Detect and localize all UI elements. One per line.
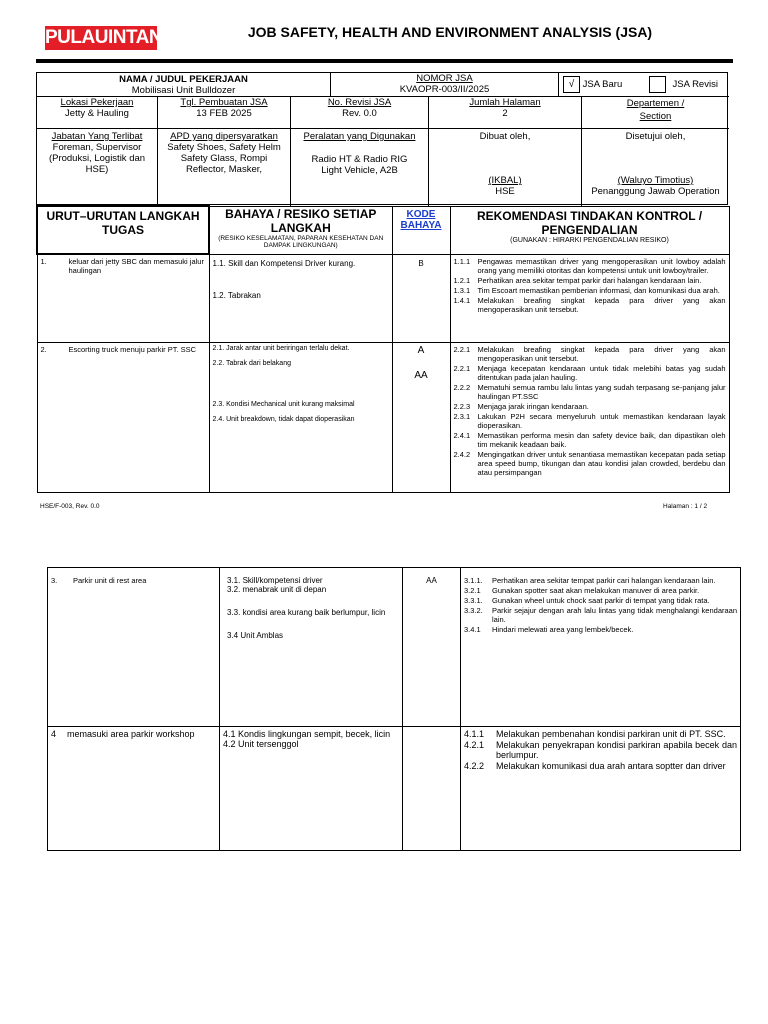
table-row: 4 memasuki area parkir workshop 4.1 Kondis lingkungan sempit, becek, licin 4.2 Unit tersenggol 4.1.1 Melakukan pembenahan kondisi parkiran unit di PT. SSC. 4.2.1 Melakukan penyekrapan kondisi parkiran apabila becek dan berlumpur. 4.2.2 Melakukan komunikasi dua arah antara soptter dan driver <box>48 727 741 851</box>
jsa-new-checkbox[interactable]: √ <box>563 76 580 93</box>
recommendation-item: 2.2.3 Menjaga jarak iringan kendaraan. <box>453 401 589 411</box>
location-value: Jetty & Hauling <box>65 108 129 119</box>
table-row: 2. Escorting truck menuju parkir PT. SSC 2.1. Jarak antar unit beriringan terlalu dekat. 2.2. Tabrak dari belakang 2.3. Kondisi Mechanical unit kurang maksimal 2.4. Unit breakdown, tidak dapat dioperasikan A AA 2.2.1 Melakukan breafing singkat kepada para driver yang akan mengoperasikan unit tersebut. 2.2.1 Menjaga kecepatan kendaraan untuk tidak melebihi batas yag sudah ditentukan pada jalan hauling. 2.2.2 Mematuhi semua rambu lalu lintas yang sudah terpasang se-panjang jalur haulingan PT.SSC 2.2.3 Menjaga jarak iringan kendaraan. 2.3.1 Lakukan P2H secara menyeluruh untuk memastikan kendaraan layak dioperasikan. 2.4.1 Memastikan performa mesin dan safety device baik, dan dipastikan oleh tim mekanik keadaan baik. 2.4.2 Mengingatkan driver untuk senantiasa memastikan kecepatan pada setiap area speed bump, tikungan dan atau kondisi jalan crowded, berdebu dan atau persimpangan <box>37 342 729 492</box>
recommendation-item: 2.3.1 Lakukan P2H secara menyeluruh untuk memastikan kendaraan layak dioperasikan. <box>453 411 726 430</box>
recommendation-item: 1.4.1 Melakukan breafing singkat kepada para driver yang akan mengoperasikan unit tersebut. <box>453 295 726 314</box>
jsa-number-value: KVAOPR-003/II/2025 <box>399 84 490 95</box>
hazard-item: 1.1. Skill dan Kompetensi Driver kurang. <box>212 258 356 268</box>
recommendation-item: 3.2.1 Gunakan spotter saat akan melakukan manuver di area parkir. <box>464 586 700 595</box>
hazard-item: 2.2. Tabrak dari belakang <box>212 359 291 367</box>
approved-by-label: Disetujui oleh, <box>625 131 686 142</box>
jsa-new-label: JSA Baru <box>582 79 623 91</box>
page-number: Halaman : 1 / 2 <box>663 503 708 510</box>
title-divider <box>36 59 733 63</box>
recommendation-item: 4.2.2 Melakukan komunikasi dua arah antara soptter dan driver <box>464 761 726 771</box>
hazard-item: 4.1 Kondis lingkungan sempit, becek, licin <box>223 729 391 739</box>
department-label: Departemen / Section <box>626 98 685 122</box>
job-title-label: NAMA / JUDUL PEKERJAAN <box>119 74 248 85</box>
recommendation-item: 2.2.1 Melakukan breafing singkat kepada para driver yang akan mengoperasikan unit tersebut. <box>453 344 726 363</box>
involved-positions-label: Jabatan Yang Terlibat <box>51 131 143 142</box>
table-row: 3. Parkir unit di rest area 3.1. Skill/kompetensi driver 3.2. menabrak unit di depan 3.3. kondisi area kurang baik berlumpur, licin 3.4 Unit Amblas AA 3.1.1. Perhatikan area sekitar tempat parkir cari halangan kendaraan lain. 3.2.1 Gunakan spotter saat akan melakukan manuver di area parkir. 3.3.1. Gunakan wheel untuk chock saat parkir di tempat yang tidak rata. 3.3.2. Parkir sejajur dengan arah lalu lintas yang tidak menghalangi kendaraan lain. 3.4.1 Hindari melewati area yang lembek/becek. <box>48 568 741 727</box>
recommendation-item: 2.2.1 Menjaga kecepatan kendaraan untuk tidak melebihi batas yag sudah ditentukan pada jalan hauling. <box>453 363 726 382</box>
creation-date-value: 13 FEB 2025 <box>196 108 252 119</box>
prepared-by-role: HSE <box>495 186 515 197</box>
prepared-by-name: (IKBAL) <box>488 175 522 186</box>
creation-date-label: Tgl. Pembuatan JSA <box>180 97 268 108</box>
recommendation-item: 2.4.1 Memastikan performa mesin dan safety device baik, dan dipastikan oleh tim mekanik keadaan baik. <box>453 430 726 449</box>
involved-positions-value: Foreman, Supervisor (Produksi, Logistik dan HSE) <box>48 142 146 175</box>
recommendation-header: REKOMENDASI TINDAKAN KONTROL / PENGENDALIAN (GUNAKAN : HIRARKI PENGENDALIAN RESIKO) <box>450 206 729 254</box>
prepared-by-label: Dibuat oleh, <box>479 131 531 142</box>
hazard-item: 3.1. Skill/kompetensi driver <box>227 576 323 585</box>
hazard-item: 3.2. menabrak unit di depan <box>227 585 327 594</box>
job-title-value: Mobilisasi Unit Bulldozer <box>131 85 236 96</box>
hazard-code: B <box>418 258 424 268</box>
recommendation-item: 2.4.2 Mengingatkan driver untuk senantiasa memastikan kecepatan pada setiap area speed bump, tikungan dan atau kondisi jalan crowded, berdebu dan atau persimpangan <box>453 449 726 477</box>
hazard-code-header: KODE BAHAYA <box>392 206 450 254</box>
jsa-revision-checkbox[interactable] <box>649 76 666 93</box>
hazard-item: 3.4 Unit Amblas <box>227 631 284 640</box>
recommendation-item: 3.3.2. Parkir sejajur dengan arah lalu lintas yang tidak menghalangi kendaraan lain. <box>464 606 737 624</box>
revision-value: Rev. 0.0 <box>342 108 377 119</box>
page-count-label: Jumlah Halaman <box>469 97 541 108</box>
recommendation-item: 4.1.1 Melakukan pembenahan kondisi parkiran unit di PT. SSC. <box>464 729 726 739</box>
jsa-info-table <box>36 72 728 205</box>
hazard-item: 4.2 Unit tersenggol <box>223 739 299 749</box>
hazard-item: 2.1. Jarak antar unit beriringan terlalu dekat. <box>212 344 350 352</box>
location-label: Lokasi Pekerjaan <box>60 97 134 108</box>
hazard-item: 3.3. kondisi area kurang baik berlumpur, licin <box>227 608 386 617</box>
hazard-item: 2.3. Kondisi Mechanical unit kurang maksimal <box>212 400 355 408</box>
steps-header: URUT–URUTAN LANGKAH TUGAS <box>37 206 209 254</box>
approved-by-role: Penanggung Jawab Operation <box>591 186 720 197</box>
hazard-code: AA <box>426 576 437 585</box>
table-row: 1. keluar dari jetty SBC dan memasuki jalur haulingan 1.1. Skill dan Kompetensi Driver kurang. 1.2. Tabrakan B 1.1.1 Pengawas memastikan driver yang mengoperasikan unit lowboy adalah orang yang memiliki otoritas dan kompetensi untuk unit lowboy/trailer. 1.2.1 Perhatikan area sekitar tempat parkir dari halangan kendaraan lain. 1.3.1 Tim Escoart memastikan pemberian informasi, dan komunikasi dua arah. 1.4.1 Melakukan breafing singkat kepada para driver yang akan mengoperasikan unit tersebut. <box>37 254 729 342</box>
recommendation-item: 2.2.2 Mematuhi semua rambu lalu lintas yang sudah terpasang se-panjang jalur haulingan PT.SSC <box>453 382 726 401</box>
approved-by-name: (Waluyo Timotius) <box>617 175 694 186</box>
ppe-value: Safety Shoes, Safety Helm Safety Glass, Rompi Reflector, Masker, <box>167 142 281 175</box>
hazard-item: 1.2. Tabrakan <box>212 290 261 300</box>
hazard-code: A <box>417 344 425 356</box>
hazard-header: BAHAYA / RESIKO SETIAP LANGKAH (RESIKO KESELAMATAN, PAPARAN KESEHATAN DAN DAMPAK LINGKUNGAN) <box>209 206 392 254</box>
equipment-label: Peralatan yang Digunakan <box>303 131 416 142</box>
recommendation-item: 3.3.1. Gunakan wheel untuk chock saat parkir di tempat yang tidak rata. <box>464 596 710 605</box>
hazard-item: 2.4. Unit breakdown, tidak dapat dioperasikan <box>212 415 355 423</box>
jsa-number-label: NOMOR JSA <box>416 73 473 84</box>
ppe-label: APD yang dipersyaratkan <box>170 131 278 142</box>
recommendation-item: 3.1.1. Perhatikan area sekitar tempat parkir cari halangan kendaraan lain. <box>464 576 716 585</box>
hazard-code: AA <box>414 369 428 381</box>
jsa-table-page1 <box>36 205 730 493</box>
jsa-revision-label: JSA Revisi <box>672 79 718 91</box>
company-logo: PULAUINTAN <box>45 27 163 48</box>
recommendation-item: 4.2.1 Melakukan penyekrapan kondisi parkiran apabila becek dan berlumpur. <box>464 740 737 760</box>
equipment-value: Radio HT & Radio RIG Light Vehicle, A2B <box>311 154 408 176</box>
document-title: JOB SAFETY, HEALTH AND ENVIRONMENT ANALYSIS (JSA) <box>247 24 653 40</box>
recommendation-item: 1.3.1 Tim Escoart memastikan pemberian informasi, dan komunikasi dua arah. <box>453 285 720 295</box>
recommendation-item: 1.1.1 Pengawas memastikan driver yang mengoperasikan unit lowboy adalah orang yang memiliki otoritas dan kompetensi untuk unit lowboy/trailer. <box>453 256 726 275</box>
recommendation-item: 3.4.1 Hindari melewati area yang lembek/becek. <box>464 625 634 634</box>
recommendation-item: 1.2.1 Perhatikan area sekitar tempat parkir dari halangan kendaraan lain. <box>453 275 702 285</box>
page-count-value: 2 <box>502 108 508 119</box>
revision-label: No. Revisi JSA <box>327 97 392 108</box>
form-code: HSE/F-003, Rev. 0.0 <box>40 503 100 510</box>
jsa-table-page2 <box>47 567 741 851</box>
